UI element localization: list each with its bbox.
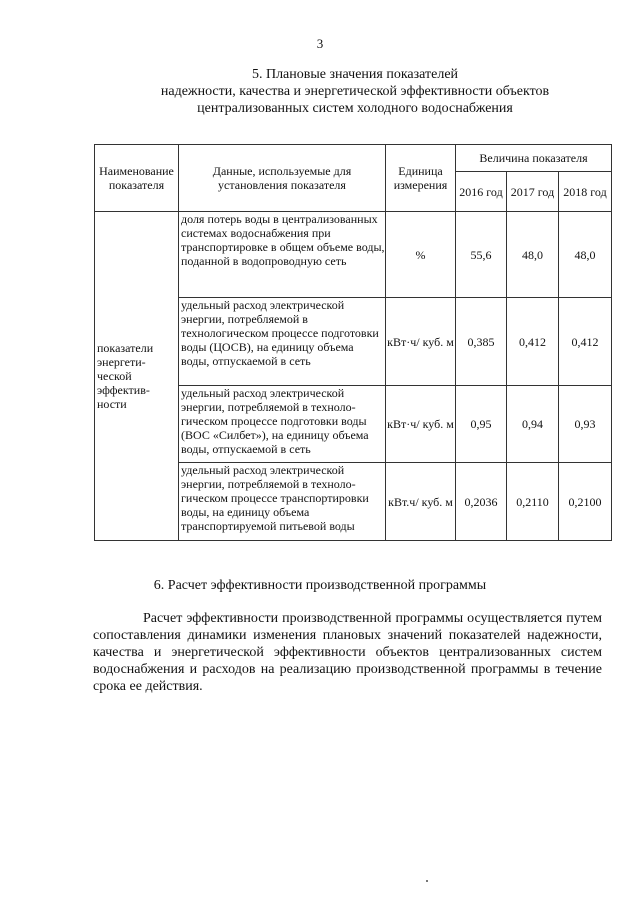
row-description: удельный расход электрической энергии, потребляемой в техноло-гическом процессе транспортировки воды, на единицу объема транспортируемой питьевой воды [179, 463, 386, 541]
indicators-table [94, 144, 612, 541]
title-line-3: централизованных систем холодного водоснабжения [197, 101, 513, 116]
header-year-2018: 2018 год [559, 172, 612, 212]
row-description: доля потерь воды в централизованных системах водоснабжения при транспортировке в общем объеме воды, поданной в водопроводную сеть [179, 212, 386, 298]
value-2016: 0,385 [456, 298, 507, 386]
header-year-2017: 2017 год [507, 172, 559, 212]
value-2018: 48,0 [559, 212, 612, 298]
row-unit: кВт·ч/ куб. м [386, 298, 456, 386]
value-2018: 0,412 [559, 298, 612, 386]
row-description: удельный расход электрической энергии, потребляемой в технологическом процессе подготовки воды (ЦОСВ), на единицу объема воды, отпускаемой в сеть [179, 298, 386, 386]
header-name: Наименование показателя [95, 145, 179, 212]
page-number: 3 [316, 36, 324, 51]
header-year-2016: 2016 год [456, 172, 507, 212]
value-2017: 0,2110 [507, 463, 559, 541]
value-2017: 48,0 [507, 212, 559, 298]
row-unit: % [386, 212, 456, 298]
header-value-group: Величина показателя [456, 145, 612, 172]
value-2017: 0,94 [507, 386, 559, 463]
value-2016: 55,6 [456, 212, 507, 298]
value-2016: 0,95 [456, 386, 507, 463]
section5-title [90, 66, 620, 117]
indicator-group-name: показатели энергети-ческой эффектив-ности [95, 212, 179, 541]
section6-heading: 6. Расчет эффективности производственной программы [153, 578, 487, 593]
table-row [95, 212, 612, 298]
header-unit: Единица измерения [386, 145, 456, 212]
row-unit: кВт·ч/ куб. м [386, 386, 456, 463]
row-description: удельный расход электрической энергии, потребляемой в техноло-гическом процессе подготовки воды (ВОС «Силбет»), на единицу объема воды, отпускаемой в сеть [179, 386, 386, 463]
value-2018: 0,93 [559, 386, 612, 463]
value-2018: 0,2100 [559, 463, 612, 541]
row-unit: кВт.ч/ куб. м [386, 463, 456, 541]
title-line-2: надежности, качества и энергетической эффективности объектов [160, 84, 550, 99]
section6-paragraph: Расчет эффективности производственной программы осуществляется путем сопоставления динамики изменения плановых значений показателей надежности, качества и энергетической эффективности объектов централизованных систем водоснабжения и расходов на реализацию производственной программы в течение срока ее действия. [93, 611, 602, 694]
header-data: Данные, используемые для установления показателя [179, 145, 386, 212]
value-2016: 0,2036 [456, 463, 507, 541]
scan-dot [426, 880, 428, 882]
title-line-1: 5. Плановые значения показателей [251, 67, 459, 82]
value-2017: 0,412 [507, 298, 559, 386]
